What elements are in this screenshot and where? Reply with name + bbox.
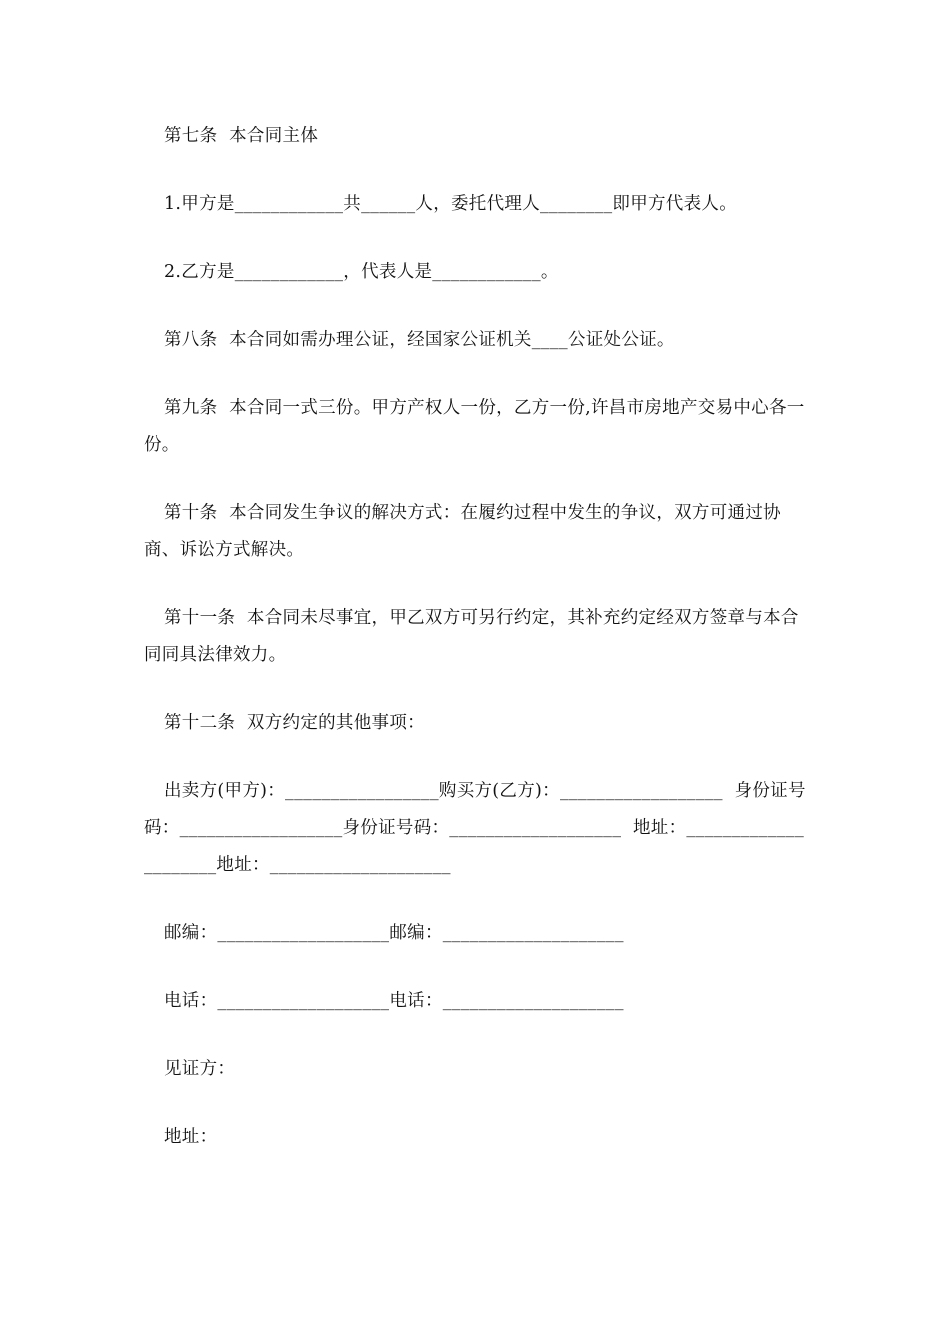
article-7-heading: 第七条 本合同主体 — [164, 126, 319, 146]
postcode-fields: 邮编：___________________邮编：____________________ — [164, 923, 624, 943]
party-b-clause: 2.乙方是____________，代表人是____________。 — [164, 262, 559, 282]
signatory-fields: 出卖方(甲方)：_________________购买方(乙方)：__________________ 身份证号码：__________________身份证号码：___________________ 地址：_____________________地址：____________________ — [144, 781, 806, 875]
article-11-supplement: 第十一条 本合同未尽事宜，甲乙双方可另行约定，其补充约定经双方签章与本合同同具法律效力。 — [144, 608, 799, 665]
party-a-clause: 1.甲方是____________共______人，委托代理人________即甲方代表人。 — [164, 194, 737, 214]
witness-address-label: 地址： — [164, 1127, 218, 1147]
article-8-notarization: 第八条 本合同如需办理公证，经国家公证机关____公证处公证。 — [164, 330, 675, 350]
phone-fields: 电话：___________________电话：____________________ — [164, 991, 624, 1011]
document-body — [144, 118, 806, 1187]
article-10-dispute: 第十条 本合同发生争议的解决方式：在履约过程中发生的争议，双方可通过协商、诉讼方式解决。 — [144, 503, 781, 560]
article-9-copies: 第九条 本合同一式三份。甲方产权人一份，乙方一份,许昌市房地产交易中心各一份。 — [144, 398, 805, 455]
article-12-other-matters: 第十二条 双方约定的其他事项： — [164, 713, 425, 733]
witness-label: 见证方： — [164, 1059, 236, 1079]
